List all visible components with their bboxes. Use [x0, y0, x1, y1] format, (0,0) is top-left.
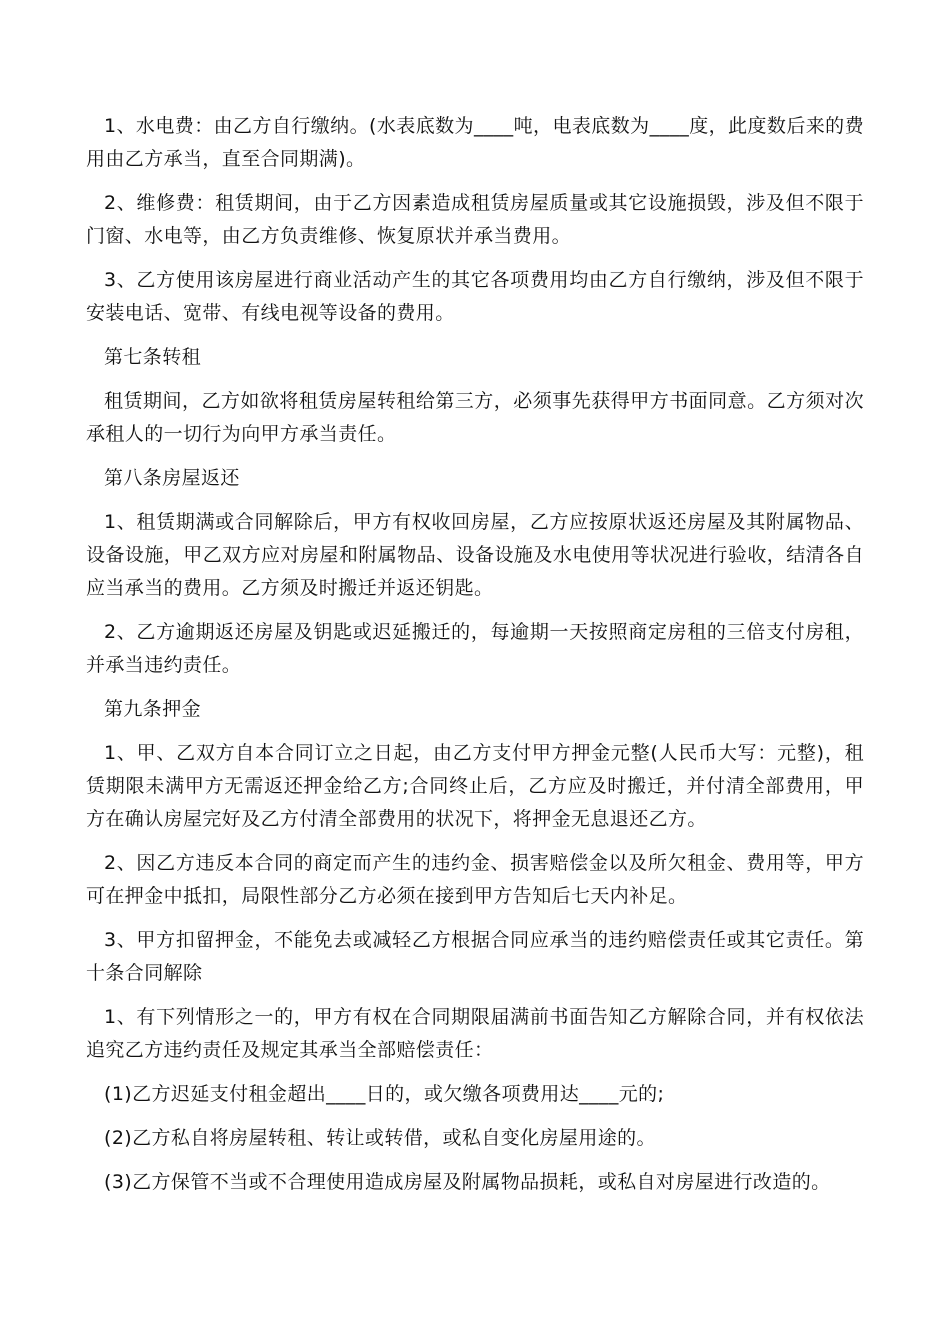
article-9-heading: 第九条押金 [104, 698, 202, 720]
termination-item-2: (2)乙方私自将房屋转租、转让或转借，或私自变化房屋用途的。 [104, 1127, 656, 1149]
deposit-clause-2: 2、因乙方违反本合同的商定而产生的违约金、损害赔偿金以及所欠租金、费用等，甲方可在押金中抵扣，局限性部分乙方必须在接到甲方告知后七天内补足。 [86, 852, 864, 907]
termination-item-3: (3)乙方保管不当或不合理使用造成房屋及附属物品损耗，或私自对房屋进行改造的。 [104, 1171, 831, 1193]
deposit-clause-1: 1、甲、乙双方自本合同订立之日起，由乙方支付甲方押金元整(人民币大写：元整)，租赁期限未满甲方无需返还押金给乙方;合同终止后，乙方应及时搬迁，并付清全部费用，甲方在确认房屋完好及乙方付清全部费用的状况下，将押金无息退还乙方。 [86, 742, 864, 830]
repair-fee-clause: 2、维修费：租赁期间，由于乙方因素造成租赁房屋质量或其它设施损毁，涉及但不限于门窗、水电等，由乙方负责维修、恢复原状并承当费用。 [86, 192, 864, 247]
return-clause-2: 2、乙方逾期返还房屋及钥匙或迟延搬迁的，每逾期一天按照商定房租的三倍支付房租，并承当违约责任。 [86, 621, 864, 676]
termination-item-1: (1)乙方迟延支付租金超出____日的，或欠缴各项费用达____元的; [104, 1083, 665, 1105]
utility-fee-clause: 1、水电费：由乙方自行缴纳。(水表底数为____吨，电表底数为____度，此度数后来的费用由乙方承当，直至合同期满)。 [86, 115, 864, 170]
article-8-heading: 第八条房屋返还 [104, 467, 240, 489]
sublease-clause: 租赁期间，乙方如欲将租赁房屋转租给第三方，必须事先获得甲方书面同意。乙方须对次承租人的一切行为向甲方承当责任。 [86, 390, 864, 445]
return-clause-1: 1、租赁期满或合同解除后，甲方有权收回房屋，乙方应按原状返还房屋及其附属物品、设备设施，甲乙双方应对房屋和附属物品、设备设施及水电使用等状况进行验收，结清各自应当承当的费用。乙方须及时搬迁并返还钥匙。 [86, 511, 864, 599]
other-fees-clause: 3、乙方使用该房屋进行商业活动产生的其它各项费用均由乙方自行缴纳，涉及但不限于安装电话、宽带、有线电视等设备的费用。 [86, 269, 864, 324]
deposit-clause-3: 3、甲方扣留押金，不能免去或减轻乙方根据合同应承当的违约赔偿责任或其它责任。第十条合同解除 [86, 929, 864, 984]
document-body [86, 110, 864, 1210]
article-7-heading: 第七条转租 [104, 346, 202, 368]
termination-clause-1: 1、有下列情形之一的，甲方有权在合同期限届满前书面告知乙方解除合同，并有权依法追究乙方违约责任及规定其承当全部赔偿责任： [86, 1006, 864, 1061]
